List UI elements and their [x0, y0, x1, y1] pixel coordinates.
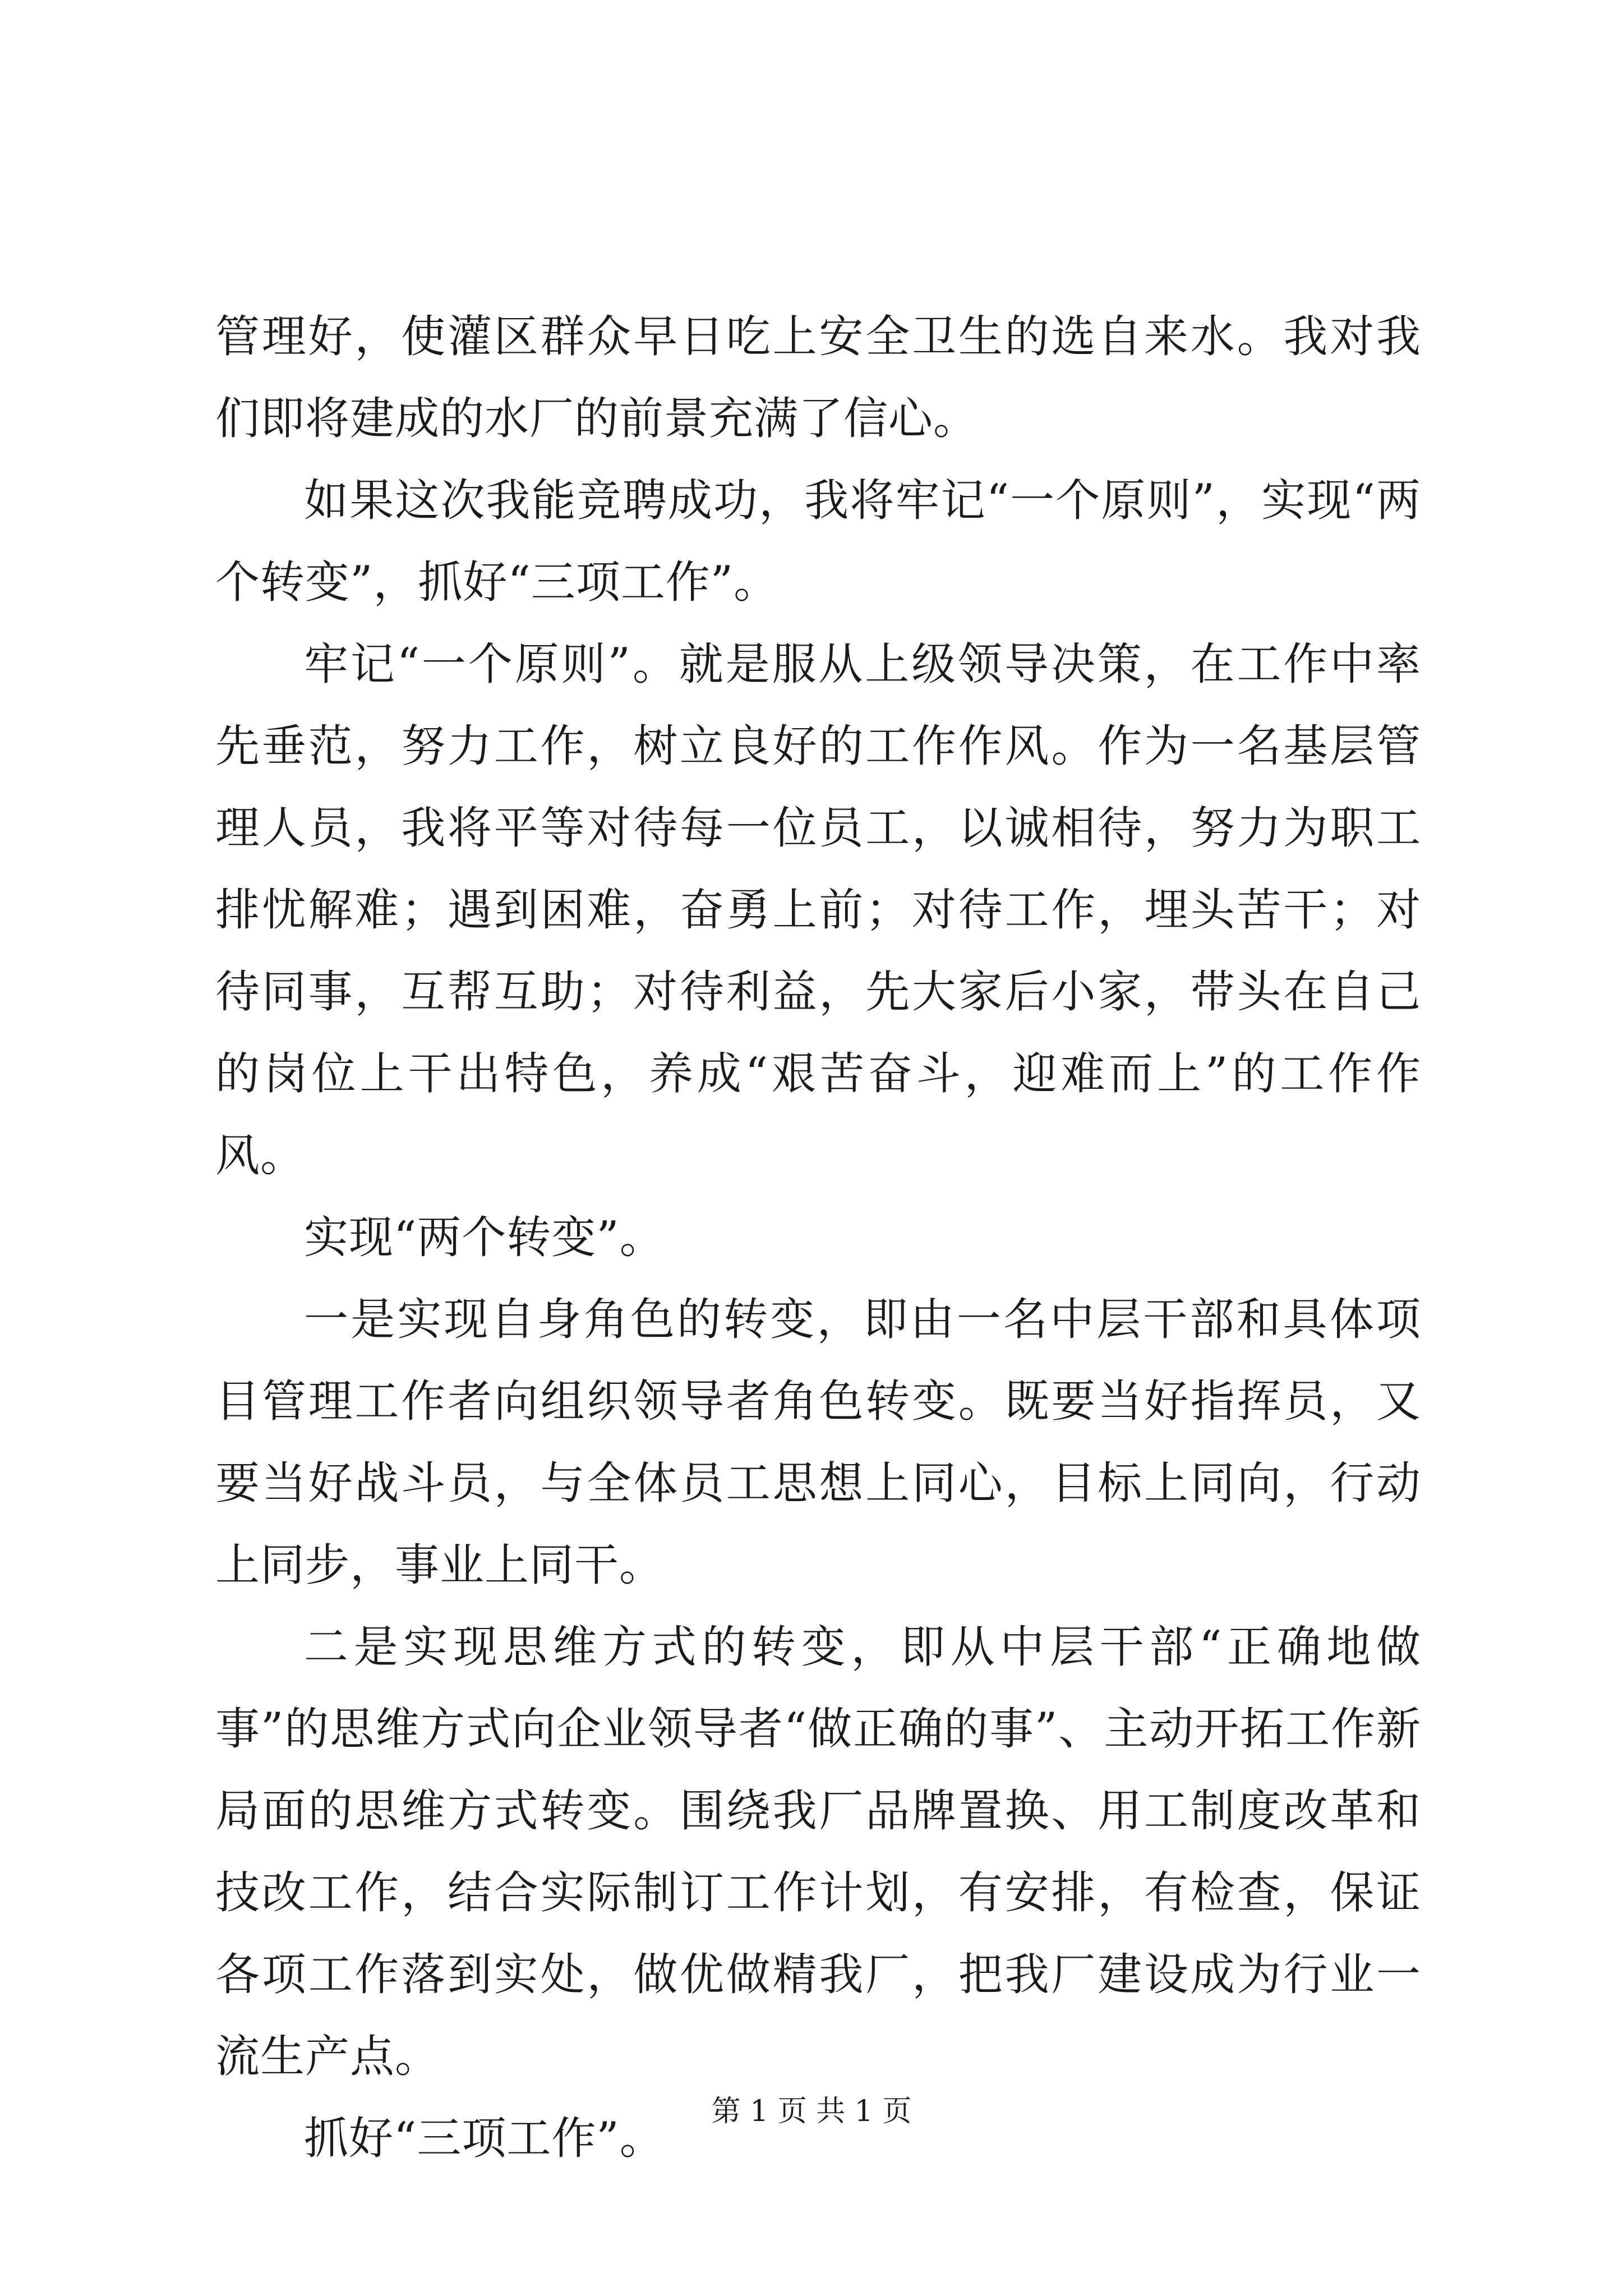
page-footer	[0, 2093, 1623, 2129]
document-body	[215, 296, 1421, 2179]
paragraph-1: 管理好，使灌区群众早日吃上安全卫生的选自来水。我对我们即将建成的水厂的前景充满了信心。	[215, 311, 1421, 444]
paragraph-5: 一是实现自身角色的转变，即由一名中层干部和具体项目管理工作者向组织领导者角色转变。既要当好指挥员，又要当好战斗员，与全体员工思想上同心，目标上同向，行动上同步，事业上同干。	[215, 1294, 1421, 1591]
page-number-label: 第 1 页 共 1 页	[711, 2095, 912, 2128]
paragraph-7: 抓好“三项工作”。	[304, 2113, 665, 2164]
paragraph-4: 实现“两个转变”。	[304, 1212, 665, 1263]
paragraph-6: 二是实现思维方式的转变，即从中层干部“正确地做事”的思维方式向企业领导者“做正确的事”、主动开拓工作新局面的思维方式转变。围绕我厂品牌置换、用工制度改革和技改工作，结合实际制订工作计划，有安排，有检查，保证各项工作落到实处，做优做精我厂，把我厂建设成为行业一流生产点。	[215, 1621, 1421, 2082]
paragraph-3: 牢记“一个原则”。就是服从上级领导决策，在工作中率先垂范，努力工作，树立良好的工作作风。作为一名基层管理人员，我将平等对待每一位员工，以诚相待，努力为职工排忧解难；遇到困难，奋勇上前；对待工作，埋头苦干；对待同事，互帮互助；对待利益，先大家后小家，带头在自己的岗位上干出特色，养成“艰苦奋斗，迎难而上”的工作作风。	[215, 638, 1421, 1181]
paragraph-2: 如果这次我能竞聘成功，我将牢记“一个原则”，实现“两个转变”，抓好“三项工作”。	[215, 475, 1421, 608]
